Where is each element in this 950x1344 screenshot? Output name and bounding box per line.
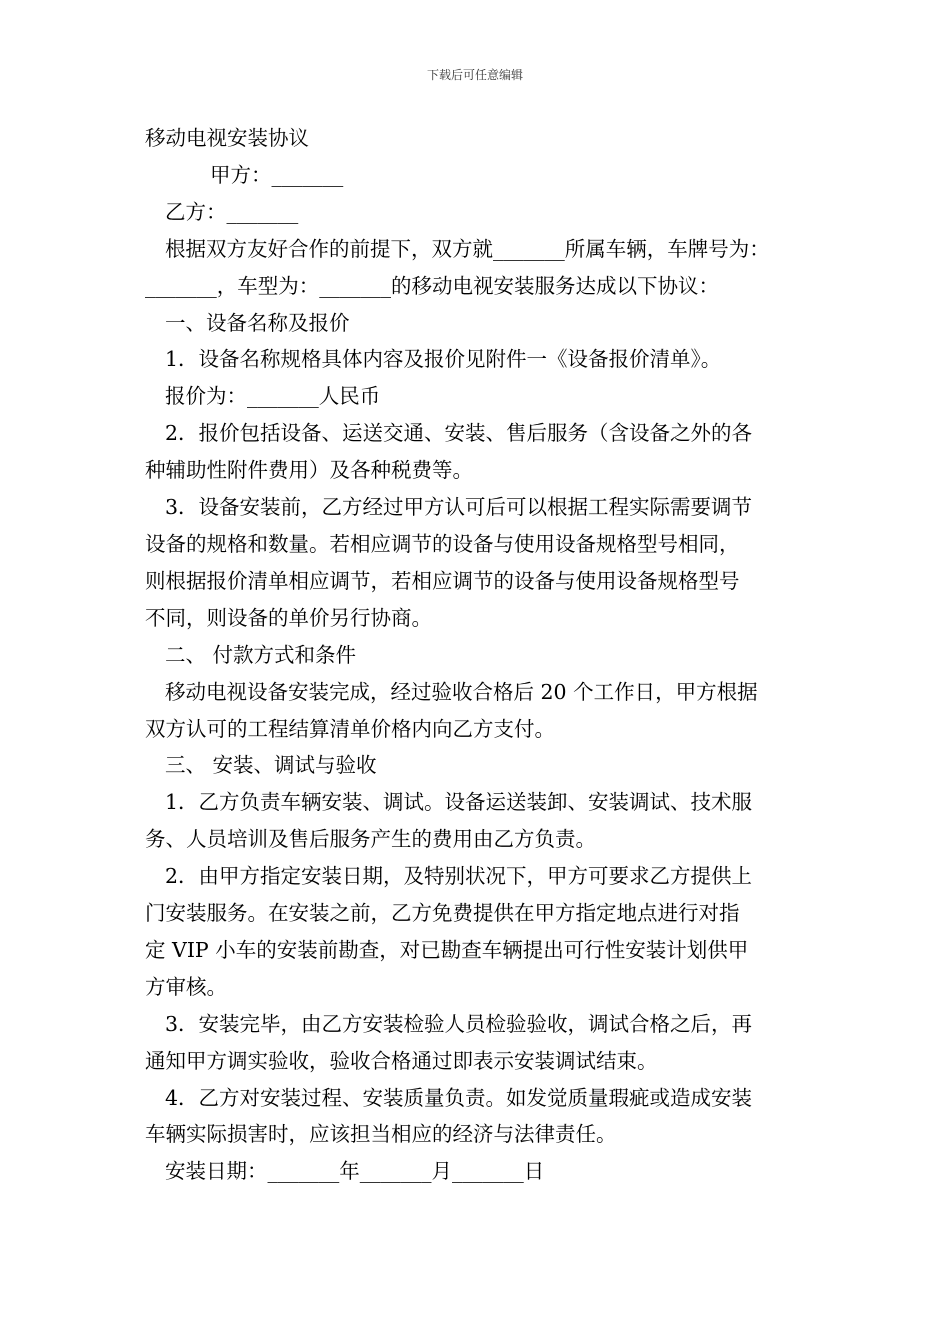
clause-line: 设备的规格和数量。若相应调节的设备与使用设备规格型号相同， (145, 531, 740, 556)
clause-line: 2．报价包括设备、运送交通、安装、售后服务（含设备之外的各 (165, 421, 753, 446)
clause-line: 1．乙方负责车辆安装、调试。设备运送装卸、安装调试、技术服 (165, 790, 753, 815)
clause-line: 双方认可的工程结算清单价格内向乙方支付。 (145, 716, 555, 741)
clause-line: 务、人员培训及售后服务产生的费用由乙方负责。 (145, 827, 596, 852)
intro-line: 根据双方友好合作的前提下，双方就_______所属车辆，车牌号为： (165, 236, 770, 261)
clause-line: 车辆实际损害时，应该担当相应的经济与法律责任。 (145, 1122, 617, 1147)
price-line: 报价为：_______人民币 (165, 384, 381, 409)
clause-line: 移动电视设备安装完成，经过验收合格后 20 个工作日，甲方根据 (165, 679, 758, 704)
party-b-line: 乙方：_______ (165, 199, 299, 224)
section-heading: 一、设备名称及报价 (165, 310, 350, 335)
clause-line: 方审核。 (145, 974, 227, 999)
clause-line: 则根据报价清单相应调节，若相应调节的设备与使用设备规格型号 (145, 568, 740, 593)
party-a-line: 甲方：_______ (210, 162, 344, 187)
page-header: 下载后可任意编辑 (426, 68, 523, 82)
clause-line: 种辅助性附件费用）及各种税费等。 (145, 458, 473, 483)
document-body (145, 120, 810, 1190)
intro-line: _______，车型为：_______的移动电视安装服务达成以下协议： (145, 273, 719, 298)
install-date-line: 安装日期：_______年_______月_______日 (165, 1159, 545, 1184)
clause-line: 通知甲方调实验收，验收合格通过即表示安装调试结束。 (145, 1048, 658, 1073)
clause-line: 不同，则设备的单价另行协商。 (145, 605, 432, 630)
clause-line: 定 VIP 小车的安装前勘查，对已勘查车辆提出可行性安装计划供甲 (145, 937, 749, 962)
document-title: 移动电视安装协议 (145, 126, 309, 150)
clause-line: 门安装服务。在安装之前，乙方免费提供在甲方指定地点进行对指 (145, 901, 740, 926)
section-heading: 二、 付款方式和条件 (165, 642, 357, 667)
clause-line: 4．乙方对安装过程、安装质量负责。如发觉质量瑕疵或造成安装 (165, 1085, 753, 1110)
clause-line: 3．安装完毕，由乙方安装检验人员检验验收，调试合格之后，再 (165, 1011, 753, 1036)
section-heading: 三、 安装、调试与验收 (165, 753, 377, 778)
clause-line: 1．设备名称规格具体内容及报价见附件一《设备报价清单》。 (165, 347, 722, 372)
clause-line: 2．由甲方指定安装日期，及特别状况下，甲方可要求乙方提供上 (165, 864, 753, 889)
clause-line: 3．设备安装前，乙方经过甲方认可后可以根据工程实际需要调节 (165, 495, 753, 520)
